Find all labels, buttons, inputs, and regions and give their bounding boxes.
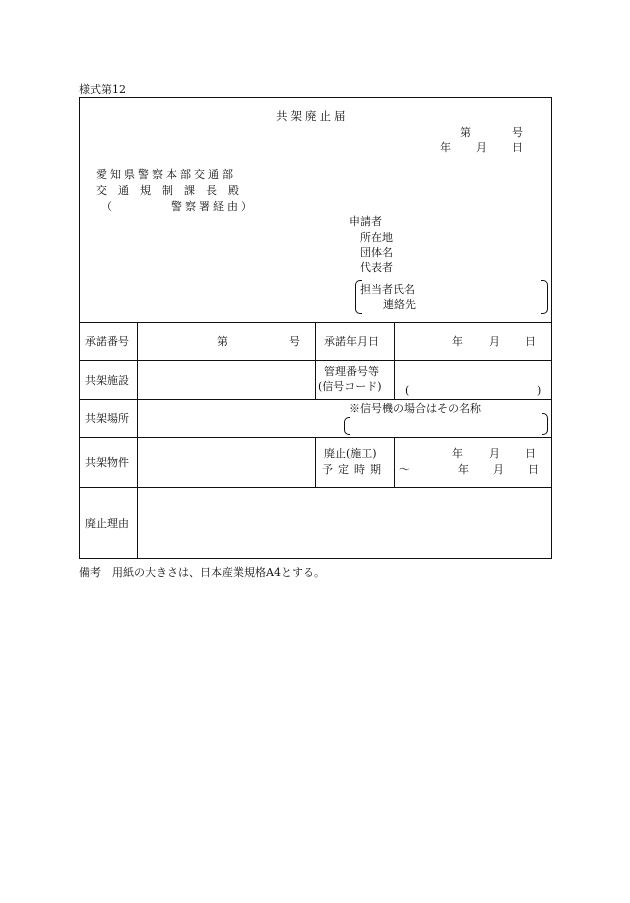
number-dai: 第 <box>460 126 471 139</box>
form-title: 共架廃止届 <box>276 109 349 123</box>
right-divider-top <box>394 322 395 399</box>
applicant-rep: 代表者 <box>360 261 393 274</box>
form-label: 様式第12 <box>79 83 126 96</box>
approval-date-tsuki: 月 <box>489 335 500 348</box>
date-nen: 年 <box>440 141 451 154</box>
object-label: 共架物件 <box>85 456 129 469</box>
contact-name-label: 担当者氏名 <box>360 283 415 296</box>
abolish-to-tsuki: 月 <box>493 463 504 476</box>
addressee-line-2: 交 通 規 制 課 長 殿 <box>96 184 239 197</box>
abolish-to-hi: 日 <box>528 463 539 476</box>
applicant-org: 団体名 <box>360 246 393 259</box>
date-hi: 日 <box>512 141 523 154</box>
signal-note: ※信号機の場合はその名称 <box>349 402 481 415</box>
abolish-label-2: 予定時期 <box>322 463 386 476</box>
footnote: 備考 用紙の大きさは、日本産業規格A4とする。 <box>79 566 325 579</box>
mid-divider-bottom <box>315 437 316 487</box>
contact-bracket-right <box>541 280 548 314</box>
addressee-line-3: （ 警察署経由） <box>101 200 255 213</box>
date-tsuki: 月 <box>476 141 487 154</box>
signal-bracket-right <box>542 413 548 435</box>
approval-no-dai: 第 <box>217 335 228 348</box>
number-go: 号 <box>512 126 523 139</box>
mgmt-paren-open: ( <box>405 384 410 397</box>
signal-bracket-left <box>344 417 350 435</box>
contact-info-label: 連絡先 <box>383 298 416 311</box>
right-divider-bottom <box>394 437 395 487</box>
mgmt-paren-close: ) <box>537 384 542 397</box>
approval-date-label: 承諾年月日 <box>324 335 379 348</box>
abolish-label-1: 廃止(施工) <box>324 447 377 460</box>
abolish-from-hi: 日 <box>525 447 536 460</box>
approval-date-nen: 年 <box>452 335 463 348</box>
row-line-3 <box>79 399 552 400</box>
facility-label: 共架施設 <box>85 374 129 387</box>
reason-label: 廃止理由 <box>85 517 129 530</box>
abolish-from-nen: 年 <box>452 447 463 460</box>
mid-divider-top <box>315 322 316 399</box>
approval-no-go: 号 <box>289 335 300 348</box>
applicant-heading: 申請者 <box>349 215 382 228</box>
approval-date-hi: 日 <box>525 335 536 348</box>
row-line-5 <box>79 487 552 488</box>
applicant-address: 所在地 <box>360 231 393 244</box>
mgmt-no-label-1: 管理番号等 <box>324 365 379 378</box>
location-label: 共架場所 <box>85 412 129 425</box>
abolish-tilde: ～ <box>399 463 410 476</box>
addressee-line-1: 愛知県警察本部交通部 <box>96 168 236 181</box>
label-column-divider <box>137 322 138 559</box>
abolish-from-tsuki: 月 <box>489 447 500 460</box>
mgmt-no-label-2: (信号コード) <box>318 380 382 393</box>
abolish-to-nen: 年 <box>458 463 469 476</box>
approval-no-label: 承諾番号 <box>85 335 129 348</box>
